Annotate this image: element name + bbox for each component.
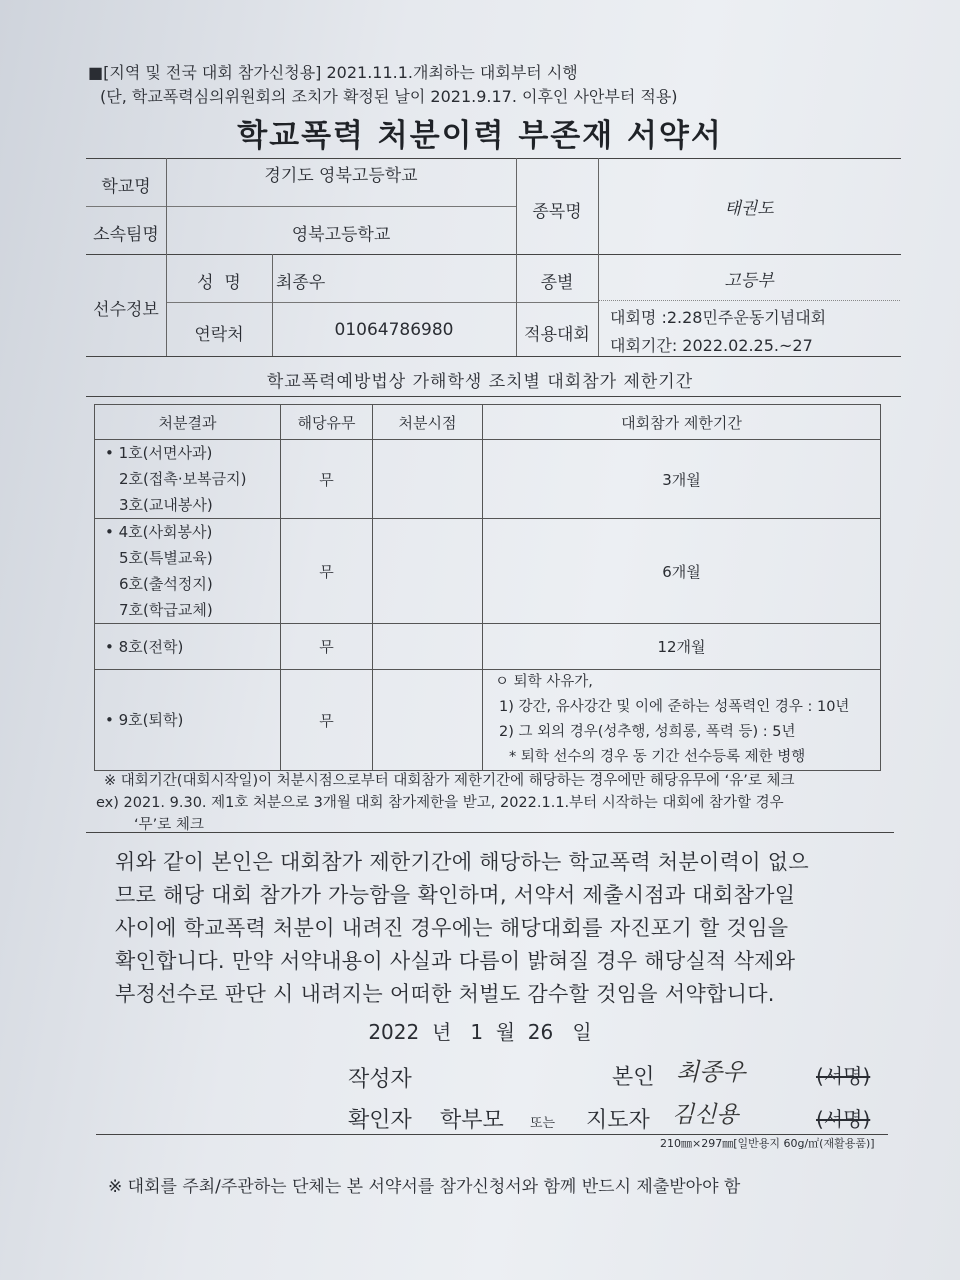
- header-line-2: (단, 학교폭력심의위원회의 조치가 확정된 날이 2021.9.17. 이후인 사안부터 적용): [100, 87, 678, 106]
- col-header-limit: 대회참가 제한기간: [483, 405, 881, 440]
- table-row: [95, 624, 881, 670]
- penalty-types: • 1호(서면사과) 2호(접촉·보복금지) 3호(교내봉사): [95, 440, 281, 519]
- event-name: 대회명 :2.28민주운동기념대회: [610, 308, 827, 327]
- applicable-value: 무: [281, 519, 373, 624]
- penalty-table: [94, 404, 881, 771]
- limit-period: 3개월: [483, 440, 881, 519]
- penalty-date: [373, 670, 483, 771]
- penalty-subtitle: 학교폭력예방법상 가해학생 조치별 대회참가 제한기간: [266, 372, 694, 392]
- applicable-value: 무: [281, 440, 373, 519]
- division-label: 종별: [540, 273, 574, 293]
- confirmer-label: 확인자: [348, 1108, 412, 1133]
- table-row: [95, 440, 881, 519]
- table-header-row: [95, 405, 881, 440]
- final-note: ※ 대회를 주최/주관하는 단체는 본 서약서를 참가신청서와 함께 반드시 제출받아야 함: [108, 1177, 741, 1197]
- team-value: 영북고등학교: [291, 225, 391, 245]
- parent-label: 학부모: [440, 1108, 504, 1133]
- expulsion-limit-notes: ㅇ 퇴학 사유가, 1) 강간, 유사강간 및 이에 준하는 성폭력인 경우 : 10년 2) 그 외의 경우(성추행, 성희롱, 폭력 등) : 5년 * 퇴학 선수의 경우 동 기간 선수등록 제한 병행: [483, 670, 881, 771]
- athlete-info-label: 선수정보: [93, 300, 159, 320]
- seal-mark-2: (서명): [816, 1107, 871, 1131]
- seal-mark-1: (서명): [816, 1064, 871, 1088]
- oath-paragraph: 위와 같이 본인은 대회참가 제한기간에 해당하는 학교폭력 처분이력이 없으 므로 해당 대회 참가가 가능함을 확인하며, 서약서 제출시점과 대회참가일 사이에 학교폭력 처분이 내려진 경우에는 해당대회를 자진포기 할 것임을 확인합니다. 만약 서약내용이 사실과 다름이 밝혀질 경우 해당실적 삭제와 부정선수로 판단 시 내려지는 어떠한 처벌도 감수할 것임을 서약합니다.: [115, 850, 809, 1006]
- team-label: 소속팀명: [93, 225, 159, 245]
- name-label: 성 명: [197, 273, 241, 293]
- applicable-value: 무: [281, 624, 373, 670]
- col-header-applicable: 해당유무: [281, 405, 373, 440]
- limit-period: 12개월: [483, 624, 881, 670]
- contact-label: 연락처: [194, 325, 244, 345]
- note-example: ex) 2021. 9.30. 제1호 처분으로 3개월 대회 참가제한을 받고, 2022.1.1.부터 시작하는 대회에 참가할 경우: [96, 795, 784, 811]
- coach-label: 지도자: [586, 1108, 650, 1133]
- col-header-date: 처분시점: [373, 405, 483, 440]
- name-value: 최종우: [276, 273, 326, 293]
- school-label: 학교명: [101, 177, 151, 197]
- self-signature: 최종우: [676, 1058, 746, 1086]
- applicable-value: 무: [281, 670, 373, 771]
- note-example-cont: ‘무’로 체크: [134, 817, 204, 833]
- table-row: [95, 670, 881, 771]
- penalty-date: [373, 624, 483, 670]
- penalty-types: • 8호(전학): [95, 624, 281, 670]
- contact-value: 01064786980: [334, 320, 454, 340]
- table-notes: [96, 770, 904, 836]
- self-label: 본인: [612, 1065, 655, 1090]
- col-header-result: 처분결과: [95, 405, 281, 440]
- limit-period: 6개월: [483, 519, 881, 624]
- table-row: [95, 519, 881, 624]
- sport-label: 종목명: [532, 202, 582, 222]
- event-label: 적용대회: [524, 325, 590, 345]
- or-label: 또는: [530, 1116, 556, 1131]
- penalty-types: • 4호(사회봉사) 5호(특별교육) 6호(출석정지) 7호(학급교체): [95, 519, 281, 624]
- signing-date: 2022 년 1 월 26 일: [368, 1020, 592, 1044]
- event-period: 대회기간: 2022.02.25.~27: [610, 336, 813, 355]
- penalty-date: [373, 519, 483, 624]
- coach-signature: 김신용: [672, 1102, 739, 1128]
- division-value: 고등부: [724, 271, 774, 291]
- school-value: 경기도 영북고등학교: [264, 166, 418, 186]
- penalty-date: [373, 440, 483, 519]
- header-line-1: ■[지역 및 전국 대회 참가신청용] 2021.11.1.개최하는 대회부터 시행: [88, 63, 578, 82]
- note-1: ※ 대회기간(대회시작일)이 처분시점으로부터 대회참가 제한기간에 해당하는 경우에만 해당유무에 ‘유’로 체크: [104, 773, 795, 789]
- penalty-types: • 9호(퇴학): [95, 670, 281, 771]
- document-title: 학교폭력 처분이력 부존재 서약서: [237, 118, 723, 154]
- paper-spec: 210㎜×297㎜[일반용지 60g/㎡(재활용품)]: [660, 1137, 875, 1150]
- sport-value: 태권도: [724, 199, 774, 219]
- writer-label: 작성자: [348, 1067, 412, 1092]
